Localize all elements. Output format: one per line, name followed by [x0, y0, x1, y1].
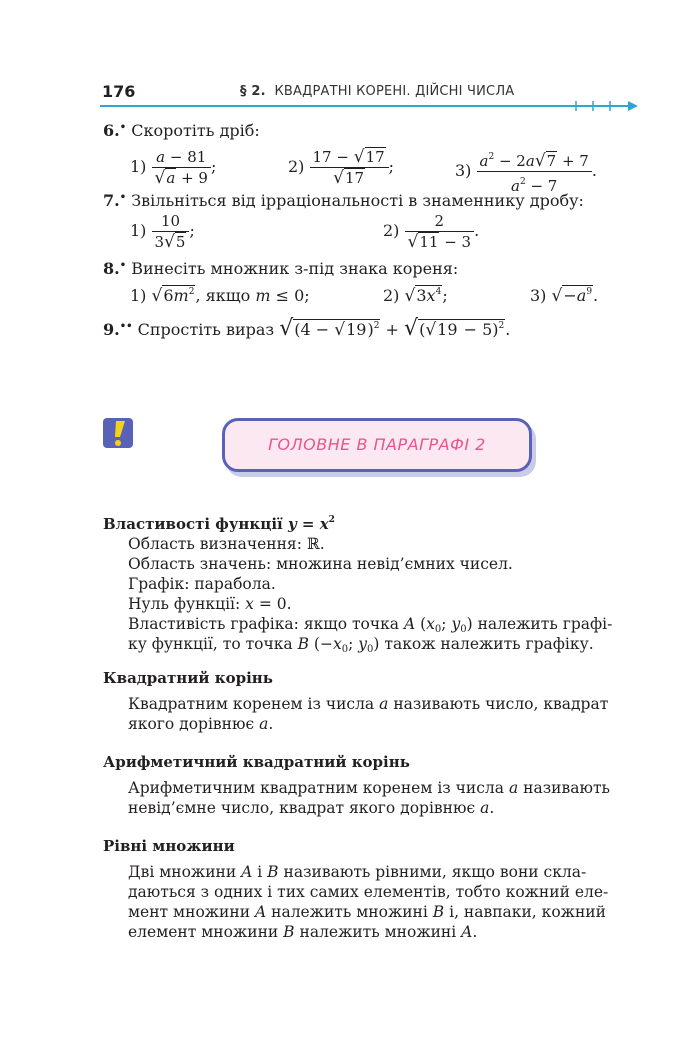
- exercise-6-item-2: 2) $\frac{17 - √17}{√17}$ ;: [288, 147, 395, 188]
- page-number: 176: [102, 82, 136, 101]
- section-function-properties-title: Властивості функції $y = x^2$: [103, 515, 335, 533]
- arithmetic-root-line-1: Арифметичним квадратним коренем із числа a називають: [128, 779, 610, 797]
- exercise-8-item-3: 3) $√-a^9$.: [530, 286, 599, 306]
- range-line: Область значень: множина невід’ємних чисел.: [128, 555, 513, 573]
- square-root-line-2: якого дорівнює a.: [128, 715, 274, 733]
- exclamation-icon: [103, 418, 133, 448]
- exercise-9: 9.•• Спростіть вираз $√(4 - √19)^2 + √(√19 - 5)^2$.: [103, 316, 511, 341]
- equal-sets-line-2: даються з одних і тих самих елементів, тобто кожний еле-: [128, 883, 609, 901]
- callout-title: ГОЛОВНЕ В ПАРАГРАФІ 2: [268, 435, 486, 454]
- zero-line: Нуль функції: x = 0.: [128, 595, 292, 613]
- graph-property-line-1: Властивість графіка: якщо точка A ($x_0$; $y_0$) належить графі-: [128, 615, 613, 635]
- equal-sets-line-3: мент множини A належить множині B і, навпаки, кожний: [128, 903, 606, 921]
- header-rule: [100, 100, 640, 114]
- exercise-6-item-1: 1) $\frac{a - 81}{√a + 9}$ ;: [130, 148, 217, 188]
- graph-property-line-2: ку функції, то точка B ($-x_0$; $y_0$) також належить графіку.: [128, 635, 594, 655]
- exercise-6-item-3: 3) $\frac{a^2 - 2a√7 + 7}{a^2 - 7}$ .: [455, 148, 597, 195]
- exercise-8-item-2: 2) $√3x^4$;: [383, 286, 448, 306]
- section-equal-sets-title: Рівні множини: [103, 837, 235, 855]
- exercise-7-prompt: Звільніться від ірраціональності в знаменнику дробу:: [131, 191, 584, 210]
- section-square-root-title: Квадратний корінь: [103, 669, 273, 687]
- equal-sets-line-1: Дві множини A і B називають рівними, якщо вони скла-: [128, 863, 587, 881]
- running-header: [240, 84, 514, 99]
- exercise-8: 8.• Винесіть множник з-під знака кореня:: [103, 259, 459, 278]
- arrow-right-icon: [628, 101, 638, 111]
- exercise-7-item-2: 2) $\frac{2}{√11 - 3}$ .: [383, 212, 480, 252]
- exercise-6-prompt: Скоротіть дріб:: [131, 121, 260, 140]
- exercise-8-prompt: Винесіть множник з-під знака кореня:: [131, 259, 459, 278]
- domain-line: Область визначення: ℝ.: [128, 535, 325, 553]
- exercise-7: 7.• Звільніться від ірраціональності в знаменнику дробу:: [103, 191, 584, 210]
- exercise-6: 6.• Скоротіть дріб:: [103, 121, 260, 140]
- graph-line: Графік: парабола.: [128, 575, 276, 593]
- exercise-8-item-1: 1) $√6m^2$, якщо m ≤ 0;: [130, 286, 310, 306]
- section-label: § 2.: [240, 84, 266, 99]
- summary-callout: [222, 418, 532, 472]
- section-arithmetic-root-title: Арифметичний квадратний корінь: [103, 753, 410, 771]
- exercise-9-prompt: Спростіть вираз: [137, 320, 275, 339]
- equal-sets-line-4: елемент множини B належить множині A.: [128, 923, 478, 941]
- square-root-line-1: Квадратним коренем із числа a називають число, квадрат: [128, 695, 609, 713]
- arithmetic-root-line-2: невід’ємне число, квадрат якого дорівнює a.: [128, 799, 495, 817]
- section-title: КВАДРАТНІ КОРЕНІ. ДІЙСНІ ЧИСЛА: [274, 84, 515, 99]
- exercise-7-item-1: 1) $\frac{10}{3√5}$ ;: [130, 212, 195, 252]
